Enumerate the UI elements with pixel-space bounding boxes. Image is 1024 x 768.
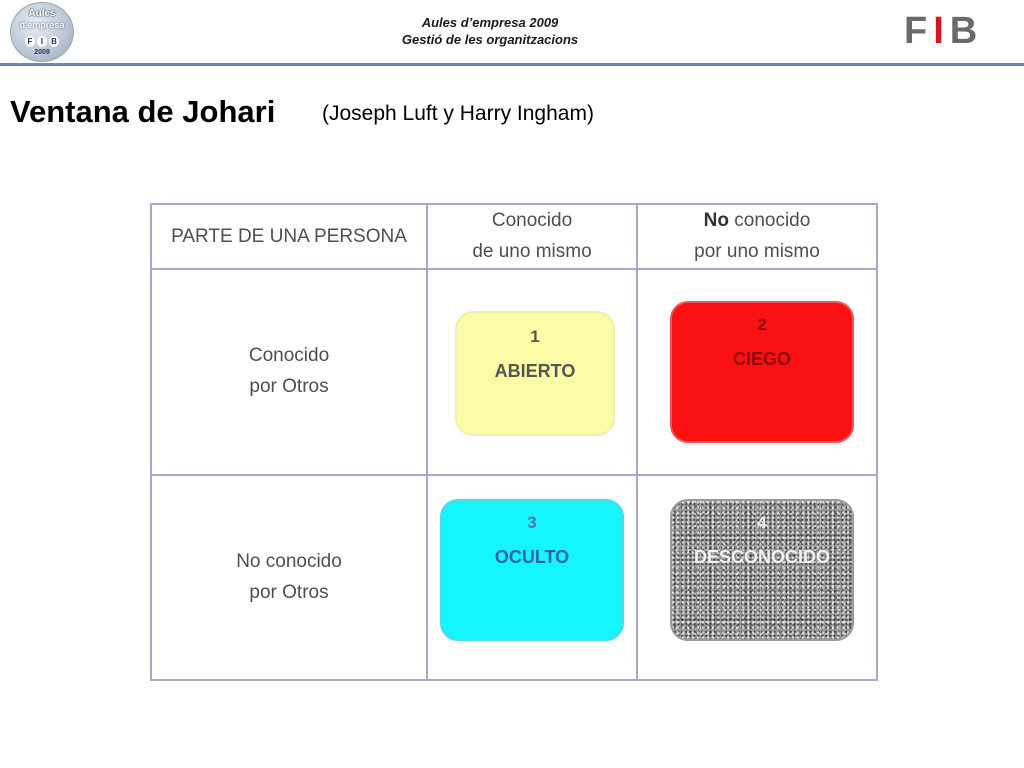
quadrant-blind-number: 2 — [757, 315, 767, 334]
fib-logo-i: I — [933, 10, 944, 52]
fib-logo-f: F — [904, 10, 928, 52]
logo-text-empresa: d'empresa — [19, 20, 65, 30]
column-header-unknown-self — [638, 205, 876, 267]
corner-header — [152, 221, 426, 252]
grid-line-middle — [150, 474, 878, 476]
quadrant-hidden-label: OCULTO — [494, 547, 570, 567]
aules-empresa-logo — [10, 2, 74, 62]
johari-window-table — [150, 203, 878, 681]
grid-line-header — [150, 268, 878, 270]
column-header-unknown-self-line2: por uno mismo — [694, 241, 820, 262]
column-header-unknown-self-bold: No — [703, 210, 729, 231]
slide-title: Ventana de Johari — [10, 94, 276, 129]
fib-logo — [904, 10, 978, 52]
logo-text-aules: Aules — [28, 8, 56, 19]
quadrant-open-number: 1 — [530, 327, 540, 346]
row-header-unknown-others-line2: por Otros — [249, 582, 329, 603]
quadrant-open — [455, 311, 615, 436]
quadrant-open-label: ABIERTO — [494, 361, 576, 381]
grid-line-right — [876, 203, 878, 681]
logo-letter-b: B — [49, 36, 59, 47]
quadrant-unknown — [670, 499, 854, 641]
logo-year: 2009 — [34, 49, 50, 56]
corner-header-label: PARTE DE UNA PERSONA — [171, 226, 407, 247]
header-divider — [0, 63, 1024, 66]
quadrant-blind-label: CIEGO — [732, 349, 791, 369]
column-header-known-self-line2: de uno mismo — [472, 241, 592, 262]
column-header-known-self-line1: Conocido — [491, 210, 573, 231]
logo-letter-f: F — [25, 36, 35, 47]
header-event-title: Aules d’empresa 2009 — [421, 15, 559, 30]
header-course-title: Gestió de les organitzacions — [401, 32, 579, 47]
logo-letter-i: I — [37, 36, 47, 47]
row-header-known-others-line2: por Otros — [249, 376, 329, 397]
grid-line-col1 — [426, 203, 428, 681]
quadrant-blind — [670, 301, 854, 443]
column-header-known-self — [428, 205, 636, 267]
column-header-unknown-self-rest: conocido — [728, 210, 811, 231]
grid-line-bottom — [150, 679, 878, 681]
quadrant-hidden — [440, 499, 624, 641]
fib-logo-b: B — [949, 10, 978, 52]
row-header-known-others — [152, 340, 426, 402]
slide-subtitle: (Joseph Luft y Harry Ingham) — [322, 102, 594, 125]
row-header-known-others-line1: Conocido — [248, 345, 330, 366]
row-header-unknown-others — [152, 546, 426, 608]
quadrant-hidden-number: 3 — [527, 513, 537, 532]
grid-line-left — [150, 203, 152, 681]
quadrant-unknown-label: DESCONOCIDO — [693, 547, 830, 567]
quadrant-unknown-number: 4 — [757, 513, 767, 532]
header-center — [330, 14, 650, 48]
row-header-unknown-others-line1: No conocido — [236, 551, 342, 572]
grid-line-col2 — [636, 203, 638, 681]
logo-fib-letters — [24, 36, 60, 48]
